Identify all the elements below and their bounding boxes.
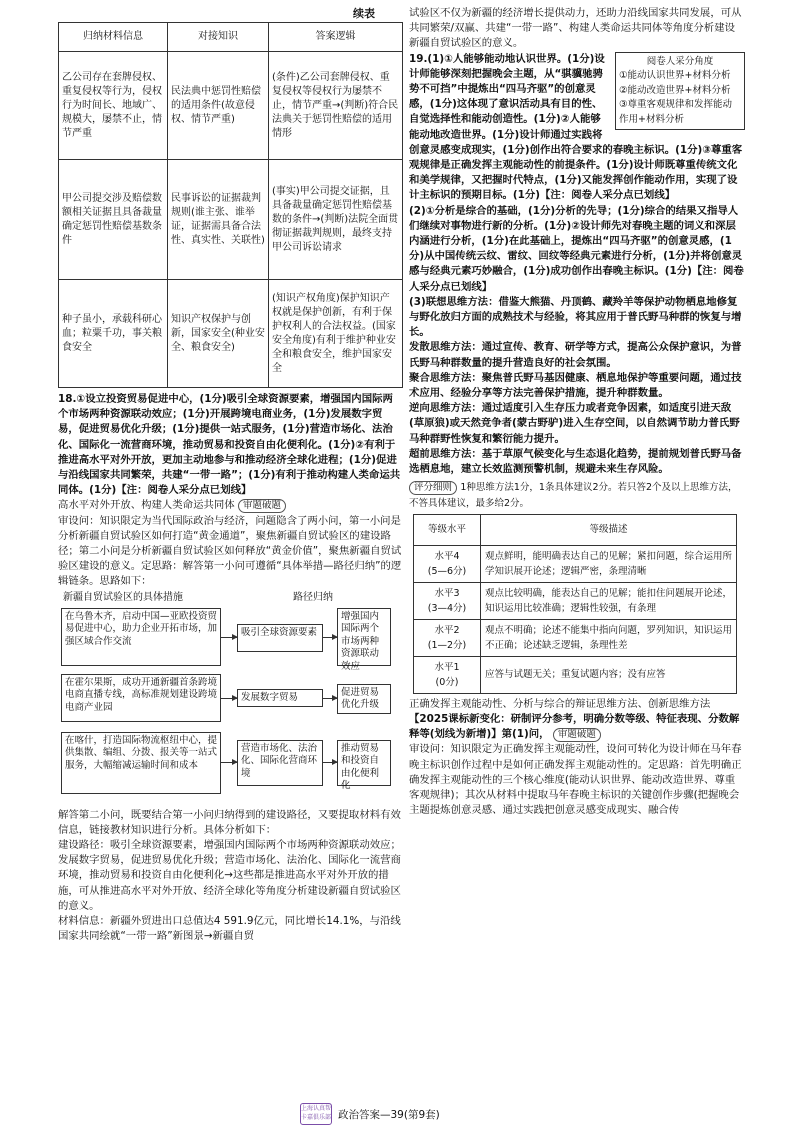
scoring-angle-title: 阅卷人采分角度 [646,55,714,67]
page-footer [300,1103,520,1125]
flow-action-box: 发展数字贸易 [237,689,323,707]
grade-row [414,545,737,582]
grade-header: 等级描述 [481,514,737,545]
grade-row [414,619,737,656]
table-row [59,52,403,160]
q19-part3-associative: (3)联想思维方法：借鉴大熊猫、丹顶鹤、藏羚羊等保护动物栖息地修复与野化放归方面的成熟技术与经验，将其应用于普氏野马种群的恢复与增长。 [409,295,742,339]
right-column [409,0,745,818]
material-table [58,22,403,388]
method-advanced: 超前思维方法：基于草原气候变化与生态退化趋势，提前规划普氏野马备选栖息地，建立长效监测预警机制，规避未来生存风险。 [409,447,742,476]
q19-analysis: 审设问：知识限定为正确发挥主观能动性，设问可转化为设计师在马年春晚主标识创作过程中是如何正确发挥主观能动性的。定思路：首先明确正确发挥主观能动性的三个核心维度(能动认识世界、能动改造世界、尊重客观规律)；其次从材料中提取马年春晚主标识的关键创作步骤(把握晚会主题提炼创意灵感、通过实践把创意灵感变成现实、融合传 [409,743,742,817]
table-cell: 种子虽小，承载科研心血；粒粟千功，事关粮食安全 [59,280,168,388]
q18-material-info: 材料信息：新疆外贸进出口总值达4 591.9亿元，同比增长14.1%，与沿线国家共同绘就“一带一路”新图景→新疆自贸 [58,915,401,943]
grade-table [413,514,737,694]
scoring-angle-item: ②能动改造世界+材料分析 [619,84,731,96]
q18-analysis-badge: 审题破题 [238,499,286,513]
table-cell: (知识产权角度)保护知识产权就是保护创新，有利于保护权利人的合法权益。(国家安全角度)有利于维护种业安全和粮食安全，维护国家安全 [269,280,403,388]
flow-head-measures: 新疆自贸试验区的具体措施 [63,591,183,603]
grade-header: 等级水平 [414,514,481,545]
grade-level: 水平1 (0分) [414,656,481,693]
grade-description: 观点鲜明，能明确表达自己的见解；紧扣问题，综合运用所学知识展开论述；逻辑严密，条理清晰 [481,545,737,582]
curriculum-note: 【2025课标新变化：研制评分参考，明确分数等级、特征表现、分数解释等(划线为新增)】第(1)问， [409,712,740,741]
q18-answer: 18.①设立投资贸易促进中心，(1分)吸引全球资源要素，增强国内国际两个市场两种资源联动效应；(1分)开展跨境电商业务，(1分)发展数字贸易，促进贸易优化升级；(1分)提供一站式服务，(1分)营造市场化、法治化、国际化一流营商环境，推动贸易和投资自由化便利化。(1分)②有利于推进高水平对外开放，更加主动地参与和推动经济全球化进程；(1分)促进与沿线国家共同繁荣，共建“一带一路”；(1分)有利于推动构建人类命运共同体。(1分)【注：阅卷人采分点已划线】 [58,393,401,497]
table-header: 答案逻辑 [269,23,403,52]
flow-measure-box: 在霍尔果斯，成功开通新疆首条跨境电商直播专线，高标准规划建设跨境电商产业园 [61,674,221,722]
table-cell: (条件)乙公司套牌侵权、重复侵权等侵权行为屡禁不止，情节严重→(判断)符合民法典关于惩罚性赔偿的适用情形 [269,52,403,160]
table-header: 归纳材料信息 [59,23,168,52]
scoring-angle-item: ①能动认识世界+材料分析 [619,70,731,82]
q19-part2-answer: (2)①分析是综合的基础，(1分)分析的先导；(1分)综合的结果又指导人们继续对事物进行新的分析。(1分)②设计师先对春晚主题的词义和深层内涵进行分析，(1分)在此基础上，提炼出“四马齐驱”的创意灵感，(1分)从中国传统云纹、雷纹、回纹等经典元素进行分析，(1分)并将创意灵感与经典元素巧妙融合，(1分)成功创作出春晚主标识。(1分)【注：阅卷人采分点已划线】 [409,204,744,293]
scoring-rule-line [409,480,745,510]
table-header: 对接知识 [168,23,269,52]
table-cell: 民法典中惩罚性赔偿的适用条件(故意侵权、情节严重) [168,52,269,160]
q18-analysis: 审设问：知识限定为当代国际政治与经济，问题隐含了两小问，第一小问是分析新疆自贸试验区如何打造“黄金通道”，聚焦新疆自贸试验区的建设路径；第二小问是分析新疆自贸试验区如何释放“黄金价值”，聚焦新疆自贸试验区建设的意义。定思路：解答第一小问可遵循“具体举措—路径归纳”的逻辑链条。思路如下： [58,514,402,588]
grade-description: 应答与试题无关；重复试题内容；没有应答 [481,656,737,693]
flow-arrow [221,637,237,638]
flow-arrow [323,637,337,638]
flow-head-paths: 路径归纳 [293,591,333,603]
flow-action-box: 营造市场化、法治化、国际化营商环境 [237,740,323,786]
grade-level: 水平2 (1—2分) [414,619,481,656]
q18-part2-intro: 解答第二小问，既要结合第一小问归纳得到的建设路径，又要提取材料有效信息，链接教材知识进行分析。具体分析如下： [58,808,401,836]
flow-result-box: 促进贸易优化升级 [337,684,391,714]
method-divergent: 发散思维方法：通过宣传、教育、研学等方式，提高公众保护意识，为普氏野马种群数量的提升营造良好的社会氛围。 [409,341,742,369]
flow-arrow [221,698,237,699]
publisher-logo: 上海认真帮 卡嘉俱乐部 [300,1103,332,1125]
table-cell: 民事诉讼的证据裁判规则(谁主张、谁举证，证据需具备合法性、真实性、关联性) [168,160,269,280]
table-cell: 知识产权保护与创新，国家安全(种业安全、粮食安全) [168,280,269,388]
q18-topic: 高水平对外开放、构建人类命运共同体 [58,499,235,512]
method-convergent: 聚合思维方法：聚焦普氏野马基因健康、栖息地保护等重要问题，通过技术应用、经验分享等方法完善保护措施，提升种群数量。 [409,371,742,400]
grade-description: 观点比较明确，能表达自己的见解；能扣住问题展开论述，知识运用比较准确；逻辑性较强，有条理 [481,582,737,619]
flow-action-box: 吸引全球资源要素 [237,624,323,652]
grade-level: 水平3 (3—4分) [414,582,481,619]
scoring-angle-box [615,52,745,131]
q19-topic: 正确发挥主观能动性、分析与综合的辩证思维方法、创新思维方法 [409,697,711,710]
table-cell: 甲公司提交涉及赔偿数额相关证据且具备裁量确定惩罚性赔偿基数条件 [59,160,168,280]
q18-flow-diagram [61,592,391,806]
left-column [58,0,403,944]
flow-measure-box: 在乌鲁木齐，启动中国—亚欧投资贸易促进中心，助力企业开拓市场，加强区域合作交流 [61,608,221,666]
page-number: 政治答案—39(第9套) [338,1108,440,1121]
continued-label: 续表 [353,7,375,20]
q19-analysis-badge: 审题破题 [553,728,601,742]
grade-row [414,656,737,693]
method-reverse: 逆向思维方法：通过适度引入生存压力或者竞争因素，如适度引进天敌(草原狼)或天然竞争者(蒙古野驴)进入生存空间，以自然调节助力普氏野马种群野性恢复和繁衍能力提升。 [409,402,740,445]
scoring-rule-badge: 评分细则 [409,481,457,495]
table-cell: (事实)甲公司提交证据，且具备裁量确定惩罚性赔偿基数的条件→(判断)法院全面贯彻证据裁判规则，最终支持甲公司诉讼请求 [269,160,403,280]
table-row [59,160,403,280]
grade-row [414,582,737,619]
scoring-rule-text: 1种思维方法1分，1条具体建议2分。若只答2个及以上思维方法，不答具体建议，最多给2分。 [409,482,738,509]
flow-arrow [221,762,237,763]
flow-arrow [323,698,337,699]
table-cell: 乙公司存在套牌侵权、重复侵权等行为，侵权行为时间长、地域广、规模大，屡禁不止，情节严重 [59,52,168,160]
flow-result-box: 推动贸易和投资自由化便利化 [337,740,391,786]
scoring-angle-item: ③尊重客观规律和发挥能动作用+材料分析 [619,99,733,125]
table-row [59,280,403,388]
flow-result-box: 增强国内国际两个市场两种资源联动效应 [337,608,391,666]
q18-continued: 试验区不仅为新疆的经济增长提供动力，还助力沿线国家共同发展，可从共同繁荣/双赢、共建“一带一路”、构建人类命运共同体等角度分析建设新疆自贸试验区的意义。 [409,7,742,50]
q18-topic-line [58,498,403,513]
q18-build-path: 建设路径：吸引全球资源要素，增强国内国际两个市场两种资源联动效应；发展数字贸易，促进贸易优化升级；营造市场化、法治化、国际化一流营商环境，推动贸易和投资自由化便利化→这些都是推进高水平对外开放的措施，可从推进高水平对外开放、经济全球化等角度分析建设新疆自贸试验区的意义。 [58,839,401,912]
q19-analysis-line [409,712,745,742]
grade-level: 水平4 (5—6分) [414,545,481,582]
flow-arrow [323,762,337,763]
grade-description: 观点不明确；论述不能集中指向问题，罗列知识，知识运用不正确；论述缺乏逻辑，条理性差 [481,619,737,656]
q19-part1-answer: 19.(1)①人能够能动地认识世界。(1分)设计师能够深刻把握晚会主题，从“骐骥驰骋 势不可挡”中提炼出“四马齐驱”的创意灵感，(1分)这体现了意识活动具有目的性、自觉选择性和能动创造性。(1分)②人能够能动地改造世界。(1分)设计师通过实践将创意灵感变成现实，(1分)创作出符合要求的春晚主标识。(1分)③尊重客观规律是正确发挥主观能动性的前提条件。(1分)设计师既尊重传统文化和美学规律，又把握时代特点，(1分)又能发挥创作能动作用，实现了设计主标识的预期目标。(1分)【注：阅卷人采分点已划线】 [409,52,743,202]
flow-measure-box: 在喀什，打造国际物流枢纽中心，提供集散、编组、分拨、报关等一站式服务，大幅缩减运输时间和成本 [61,732,221,794]
